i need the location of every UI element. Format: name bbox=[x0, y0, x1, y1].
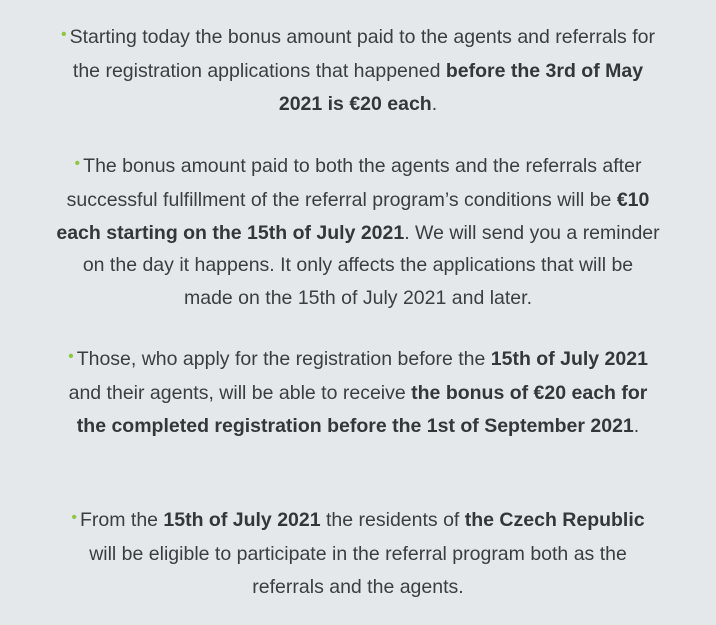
paragraph-text: Those, who apply for the registration before the bbox=[76, 348, 491, 370]
paragraph-text: . bbox=[633, 414, 640, 437]
bullet-icon: • bbox=[61, 26, 67, 43]
paragraph-text: Starting today the bonus amount paid to the agents and referrals for the registration applications that happened bbox=[69, 26, 655, 83]
bullet-icon: • bbox=[74, 155, 81, 172]
paragraph-text: . We will send you a reminder on the day it happens. It only affects the applications that will be made on the 15th of July 2021 and later. bbox=[82, 221, 660, 309]
bullet-icon: • bbox=[68, 348, 74, 365]
paragraph-text: From the bbox=[79, 509, 164, 531]
paragraph-text: will be eligible to participate in the referral program both as the referrals and the agents. bbox=[89, 543, 627, 598]
emphasis-text: €10 each starting on the 15th of July 2021 bbox=[56, 189, 650, 244]
bullet-paragraph-2 bbox=[56, 150, 660, 314]
bullet-icon: • bbox=[71, 509, 77, 526]
paragraph-text: The bonus amount paid to both the agents and the referrals after successful fulfillment of the referral program’s conditions will be bbox=[66, 155, 642, 212]
paragraph-text: . bbox=[431, 92, 438, 115]
bullet-paragraph-3 bbox=[56, 343, 660, 442]
bullet-paragraph-4 bbox=[56, 504, 660, 603]
emphasis-text: before the 3rd of May 2021 is €20 each bbox=[278, 60, 644, 115]
emphasis-text: 15th of July 2021 bbox=[490, 348, 648, 370]
paragraph-text: the residents of bbox=[320, 509, 465, 531]
bullet-paragraph-1 bbox=[56, 21, 660, 120]
emphasis-text: the Czech Republic bbox=[464, 509, 645, 531]
paragraph-text: and their agents, will be able to receive bbox=[68, 382, 412, 405]
emphasis-text: 15th of July 2021 bbox=[163, 509, 321, 531]
emphasis-text: the bonus of €20 each for the completed registration before the 1st of September 2021 bbox=[76, 382, 648, 437]
